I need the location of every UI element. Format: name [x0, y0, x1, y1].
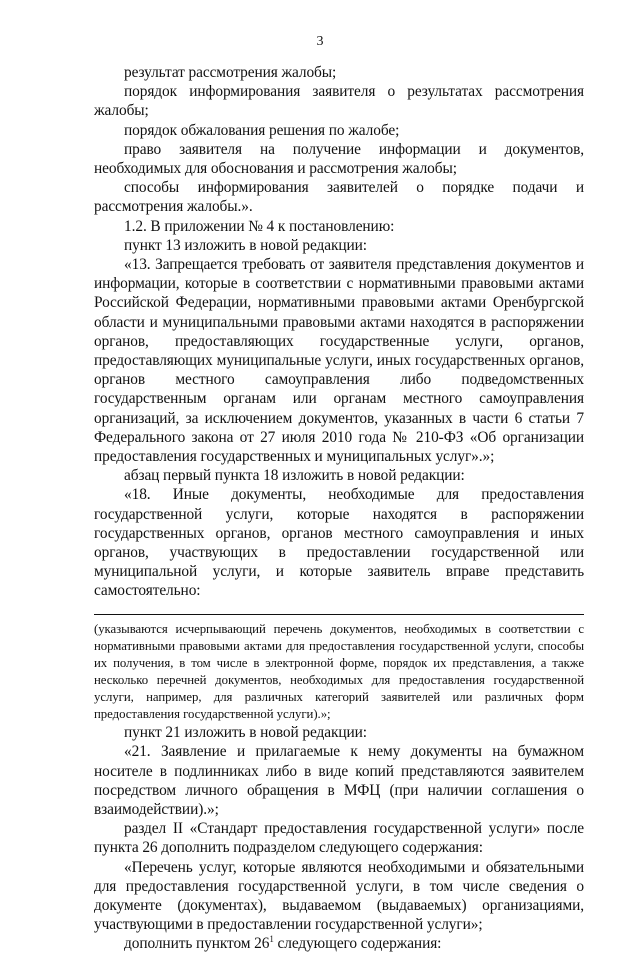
paragraph: порядок информирования заявителя о результатах рассмотрения жалобы;	[94, 83, 584, 120]
paragraph: способы информирования заявителей о порядке подачи и рассмотрения жалобы.».	[94, 179, 584, 216]
page-number: 3	[316, 34, 324, 49]
text-fragment: дополнить пунктом 26	[124, 935, 270, 953]
paragraph-with-superscript	[94, 934, 584, 953]
separator-line	[94, 614, 584, 615]
paragraph: «21. Заявление и прилагаемые к нему документы на бумажном носителе в подлинниках либо в виде копий представляются заявителем посредством личного обращения в МФЦ (при наличии соглашения о взаимодействии).»;	[94, 743, 584, 819]
paragraph: раздел II «Стандарт предоставления государственной услуги» после пункта 26 дополнить подразделом следующего содержания:	[94, 820, 584, 857]
paragraph: порядок обжалования решения по жалобе;	[124, 121, 400, 139]
paragraph: пункт 21 изложить в новой редакции:	[124, 724, 367, 742]
paragraph: пункт 13 изложить в новой редакции:	[124, 236, 367, 254]
text-fragment: следующего содержания:	[273, 935, 442, 953]
superscript: 1	[269, 934, 274, 945]
paragraph: результат рассмотрения жалобы;	[124, 64, 337, 81]
document-body	[94, 63, 584, 954]
paragraph: «Перечень услуг, которые являются необходимыми и обязательными для предоставления государственной услуги, в том числе сведения о документе (документах), выдаваемом (выдаваемых) организациями, участвующими в предоставлении государственной услуги»;	[94, 858, 584, 934]
paragraph: 1.2. В приложении № 4 к постановлению:	[124, 217, 395, 235]
paragraph: право заявителя на получение информации и документов, необходимых для обоснования и рассмотрения жалобы;	[94, 140, 584, 178]
paragraph: абзац первый пункта 18 изложить в новой редакции:	[124, 467, 465, 485]
paragraph: «13. Запрещается требовать от заявителя представления документов и информации, которые в соответствии с нормативными правовыми актами Российской Федерации, нормативными правовыми актами Оренбургской области и муниципальными правовыми актами находятся в распоряжении органов, предоставляющих государственные услуги, органов, предоставляющих муниципальные услуги, иных государственных органов, органов местного самоуправления либо подведомственных государственным органам или органам местного самоуправления организаций, за исключением документов, указанных в части 6 статьи 7 Федерального закона от 27 июля 2010 года № 210-ФЗ «Об организации предоставления государственных и муниципальных услуг».»;	[94, 256, 584, 466]
paragraph: «18. Иные документы, необходимые для предоставления государственной услуги, которые находятся в распоряжении государственных органов, органов местного самоуправления и иных органов, участвующих в предоставлении государственной или муниципальной услуги, и которые заявитель вправе представить самостоятельно:	[94, 486, 584, 600]
explanatory-note: (указываются исчерпывающий перечень документов, необходимых в соответствии с нормативными правовыми актами для предоставления государственной услуги, способы их получения, в том числе в электронной форме, порядок их представления, а также несколько перечней документов, необходимых для предоставления государственной услуги, например, для различных категорий заявителей или различных форм предоставления государственной услуги).»;	[94, 621, 584, 722]
